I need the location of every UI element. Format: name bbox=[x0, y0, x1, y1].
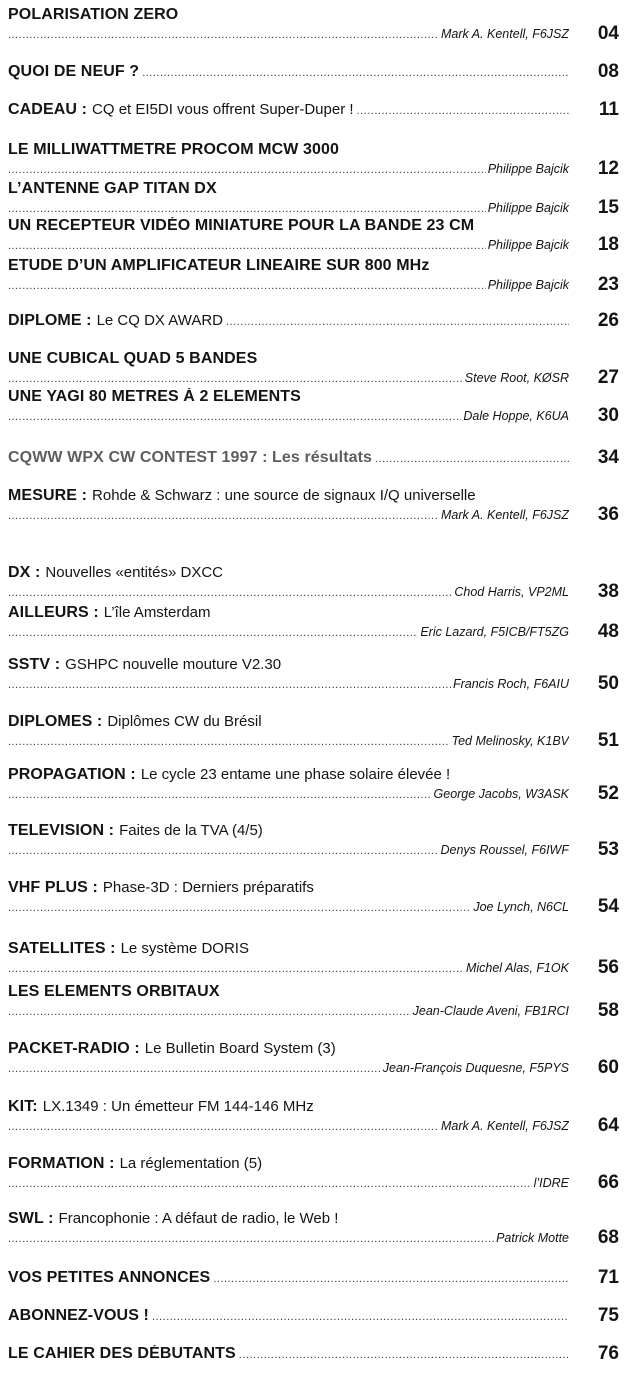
entry-page-number: 66 bbox=[597, 1172, 619, 1193]
dot-leader bbox=[8, 411, 461, 423]
entry-author-line bbox=[8, 278, 569, 292]
entry-author: Chod Harris, VP2ML bbox=[454, 585, 569, 599]
dot-leader bbox=[8, 29, 439, 41]
entry-author: Dale Hoppe, K6UA bbox=[463, 409, 569, 423]
entry-page-number: 75 bbox=[597, 1305, 619, 1326]
entry-description: Le cycle 23 entame une phase solaire élevée ! bbox=[140, 766, 451, 783]
entry-description: La réglementation (5) bbox=[119, 1155, 263, 1172]
entry-author-line bbox=[8, 409, 569, 423]
entry-page-number: 58 bbox=[597, 1000, 619, 1021]
entry-page-number: 15 bbox=[597, 197, 619, 218]
dot-leader bbox=[8, 627, 418, 639]
entry-description: L’île Amsterdam bbox=[103, 604, 211, 621]
entry-author-line bbox=[8, 371, 569, 385]
entry-title: ABONNEZ-VOUS ! bbox=[8, 1307, 149, 1324]
entry-author: Mark A. Kentell, F6JSZ bbox=[440, 1119, 569, 1133]
entry-author: Mark A. Kentell, F6JSZ bbox=[440, 508, 569, 522]
entry-page-number: 08 bbox=[597, 61, 619, 82]
entry-title: MESURE : bbox=[8, 487, 88, 504]
entry-title-line bbox=[8, 940, 569, 958]
entry-title: FORMATION : bbox=[8, 1155, 115, 1172]
entry-author: Philippe Bajcik bbox=[487, 278, 569, 292]
entry-description: Diplômes CW du Brésil bbox=[107, 713, 262, 730]
entry-description: Faites de la TVA (4/5) bbox=[119, 822, 263, 839]
entry-page-number: 27 bbox=[597, 367, 619, 388]
entry-title-line bbox=[8, 449, 569, 467]
entry-title: POLARISATION ZERO bbox=[8, 6, 179, 23]
dot-leader bbox=[8, 510, 439, 522]
entry-author-line bbox=[8, 1119, 569, 1133]
entry-description: CQ et EI5DI vous offrent Super-Duper ! bbox=[92, 101, 354, 118]
entry-title: L’ANTENNE GAP TITAN DX bbox=[8, 180, 217, 197]
entry-author-line bbox=[8, 734, 569, 748]
entry-title: PROPAGATION : bbox=[8, 766, 136, 783]
entry-page-number: 76 bbox=[597, 1343, 619, 1364]
entry-title: UNE CUBICAL QUAD 5 BANDES bbox=[8, 350, 258, 367]
dot-leader bbox=[152, 1311, 569, 1323]
entry-title: UNE YAGI 80 METRES À 2 ELEMENTS bbox=[8, 388, 301, 405]
toc-entry[interactable] bbox=[0, 564, 629, 608]
toc-entry[interactable] bbox=[0, 766, 629, 810]
entry-title-line bbox=[8, 487, 569, 505]
entry-description: Le système DORIS bbox=[120, 940, 249, 957]
entry-author-line bbox=[8, 162, 569, 176]
entry-title: KIT: bbox=[8, 1098, 38, 1115]
toc-entry[interactable] bbox=[0, 1345, 629, 1389]
entry-author-line bbox=[8, 585, 569, 599]
entry-page-number: 26 bbox=[597, 310, 619, 331]
entry-title: DX : bbox=[8, 564, 41, 581]
entry-page-number: 34 bbox=[597, 447, 619, 468]
entry-author: Jean-François Duquesne, F5PYS bbox=[382, 1061, 569, 1075]
entry-author: George Jacobs, W3ASK bbox=[433, 787, 569, 801]
entry-title: VOS PETITES ANNONCES bbox=[8, 1269, 211, 1286]
entry-author: Francis Roch, F6AIU bbox=[452, 677, 569, 691]
entry-description: GSHPC nouvelle mouture V2.30 bbox=[65, 656, 282, 673]
entry-description: Rohde & Schwarz : une source de signaux I/Q universelle bbox=[92, 487, 476, 504]
entry-title: UN RECEPTEUR VIDÉO MINIATURE POUR LA BANDE 23 CM bbox=[8, 217, 475, 234]
entry-title-line bbox=[8, 1345, 569, 1363]
entry-page-number: 68 bbox=[597, 1227, 619, 1248]
entry-page-number: 18 bbox=[597, 234, 619, 255]
entry-title-line bbox=[8, 101, 569, 119]
dot-leader bbox=[8, 1121, 439, 1133]
entry-author-line bbox=[8, 961, 569, 975]
entry-author: Patrick Motte bbox=[496, 1231, 569, 1245]
dot-leader bbox=[8, 1063, 381, 1075]
entry-author-line bbox=[8, 900, 569, 914]
dot-leader bbox=[213, 1273, 569, 1285]
entry-title-line bbox=[8, 217, 569, 235]
entry-title: PACKET-RADIO : bbox=[8, 1040, 140, 1057]
entry-page-number: 51 bbox=[597, 730, 619, 751]
entry-title-line bbox=[8, 63, 569, 81]
entry-author: Jean-Claude Aveni, FB1RCI bbox=[412, 1004, 569, 1018]
toc-entry[interactable] bbox=[0, 487, 629, 531]
entry-author: Philippe Bajcik bbox=[487, 238, 569, 252]
entry-title: CADEAU : bbox=[8, 101, 88, 118]
entry-author-line bbox=[8, 677, 569, 691]
entry-title: SATELLITES : bbox=[8, 940, 116, 957]
dot-leader bbox=[8, 587, 452, 599]
entry-title: DIPLOMES : bbox=[8, 713, 103, 730]
entry-title-line bbox=[8, 1155, 569, 1173]
entry-title: TELEVISION : bbox=[8, 822, 115, 839]
entry-author: Philippe Bajcik bbox=[487, 201, 569, 215]
entry-page-number: 56 bbox=[597, 957, 619, 978]
entry-page-number: 60 bbox=[597, 1057, 619, 1078]
entry-title: AILLEURS : bbox=[8, 604, 99, 621]
entry-title-line bbox=[8, 1040, 569, 1058]
dot-leader bbox=[8, 1006, 411, 1018]
entry-page-number: 52 bbox=[597, 783, 619, 804]
entry-title: LE MILLIWATTMETRE PROCOM MCW 3000 bbox=[8, 141, 340, 158]
entry-title-line bbox=[8, 1210, 569, 1228]
entry-page-number: 71 bbox=[597, 1267, 619, 1288]
toc-entry[interactable] bbox=[0, 1040, 629, 1084]
entry-title-line bbox=[8, 604, 569, 622]
entry-title-line bbox=[8, 1307, 569, 1325]
entry-title-line bbox=[8, 257, 569, 275]
entry-title-line bbox=[8, 141, 569, 159]
entry-page-number: 48 bbox=[597, 621, 619, 642]
entry-author: Mark A. Kentell, F6JSZ bbox=[440, 27, 569, 41]
entry-title-line bbox=[8, 312, 569, 330]
toc-entry[interactable] bbox=[0, 983, 629, 1027]
dot-leader bbox=[8, 203, 486, 215]
entry-author: Eric Lazard, F5ICB/FT5ZG bbox=[420, 625, 569, 639]
entry-author-line bbox=[8, 1061, 569, 1075]
dot-leader bbox=[226, 316, 569, 328]
entry-title-line bbox=[8, 6, 569, 24]
toc-entry[interactable] bbox=[0, 713, 629, 757]
entry-author-line bbox=[8, 843, 569, 857]
dot-leader bbox=[8, 373, 463, 385]
entry-title-line bbox=[8, 1269, 569, 1287]
entry-page-number: 30 bbox=[597, 405, 619, 426]
entry-author-line bbox=[8, 1176, 569, 1190]
toc-entry[interactable] bbox=[0, 604, 629, 648]
entry-author: Denys Roussel, F6IWF bbox=[440, 843, 569, 857]
entry-title-line bbox=[8, 656, 569, 674]
toc-entry[interactable] bbox=[0, 1155, 629, 1199]
entry-author-line bbox=[8, 27, 569, 41]
entry-title-line bbox=[8, 564, 569, 582]
entry-author: Michel Alas, F1OK bbox=[465, 961, 569, 975]
entry-author-line bbox=[8, 1231, 569, 1245]
entry-description: Le Bulletin Board System (3) bbox=[144, 1040, 336, 1057]
dot-leader bbox=[142, 67, 569, 79]
dot-leader bbox=[8, 1178, 532, 1190]
entry-page-number: 38 bbox=[597, 581, 619, 602]
entry-author-line bbox=[8, 625, 569, 639]
entry-title-line bbox=[8, 766, 569, 784]
toc-entry[interactable] bbox=[0, 6, 629, 50]
toc-entry[interactable] bbox=[0, 217, 629, 261]
toc-entry[interactable] bbox=[0, 101, 629, 145]
entry-page-number: 36 bbox=[597, 504, 619, 525]
entry-title-line bbox=[8, 879, 569, 897]
entry-description: Francophonie : A défaut de radio, le Web ! bbox=[58, 1210, 339, 1227]
entry-page-number: 64 bbox=[597, 1115, 619, 1136]
dot-leader bbox=[8, 789, 432, 801]
dot-leader bbox=[357, 105, 569, 117]
toc-entry[interactable] bbox=[0, 1210, 629, 1254]
entry-title-line bbox=[8, 713, 569, 731]
entry-title: DIPLOME : bbox=[8, 312, 92, 329]
dot-leader bbox=[8, 679, 451, 691]
entry-page-number: 11 bbox=[598, 99, 619, 120]
entry-page-number: 12 bbox=[597, 158, 619, 179]
entry-page-number: 54 bbox=[597, 896, 619, 917]
dot-leader bbox=[239, 1349, 569, 1361]
dot-leader bbox=[8, 1233, 494, 1245]
entry-author-line bbox=[8, 238, 569, 252]
entry-title-line bbox=[8, 180, 569, 198]
entry-page-number: 53 bbox=[597, 839, 619, 860]
entry-author-line bbox=[8, 1004, 569, 1018]
dot-leader bbox=[8, 902, 471, 914]
toc-entry[interactable] bbox=[0, 822, 629, 866]
entry-page-number: 50 bbox=[597, 673, 619, 694]
dot-leader bbox=[8, 963, 464, 975]
entry-author-line bbox=[8, 787, 569, 801]
entry-title-line bbox=[8, 1098, 569, 1116]
dot-leader bbox=[375, 453, 569, 465]
dot-leader bbox=[8, 280, 486, 292]
entry-title: LES ELEMENTS ORBITAUX bbox=[8, 983, 220, 1000]
toc-entry[interactable] bbox=[0, 257, 629, 301]
entry-title: ETUDE D’UN AMPLIFICATEUR LINEAIRE SUR 800 MHz bbox=[8, 257, 430, 274]
dot-leader bbox=[8, 164, 486, 176]
toc-entry[interactable] bbox=[0, 940, 629, 984]
toc-entry[interactable] bbox=[0, 879, 629, 923]
dot-leader bbox=[8, 845, 438, 857]
toc-entry[interactable] bbox=[0, 656, 629, 700]
entry-title: CQWW WPX CW CONTEST 1997 : Les résultats bbox=[8, 449, 373, 466]
entry-author: l’IDRE bbox=[533, 1176, 569, 1190]
entry-title-line bbox=[8, 983, 569, 1001]
entry-title-line bbox=[8, 822, 569, 840]
entry-title: VHF PLUS : bbox=[8, 879, 98, 896]
toc-entry[interactable] bbox=[0, 388, 629, 432]
entry-title: LE CAHIER DES DÉBUTANTS bbox=[8, 1345, 236, 1362]
entry-page-number: 23 bbox=[597, 274, 619, 295]
entry-title: SSTV : bbox=[8, 656, 61, 673]
entry-description: LX.1349 : Un émetteur FM 144-146 MHz bbox=[42, 1098, 314, 1115]
entry-title-line bbox=[8, 350, 569, 368]
entry-description: Phase-3D : Derniers préparatifs bbox=[102, 879, 314, 896]
entry-author-line bbox=[8, 508, 569, 522]
entry-page-number: 04 bbox=[597, 23, 619, 44]
dot-leader bbox=[8, 736, 450, 748]
entry-author-line bbox=[8, 201, 569, 215]
entry-author: Joe Lynch, N6CL bbox=[473, 900, 569, 914]
entry-title-line bbox=[8, 388, 569, 406]
entry-author: Steve Root, KØSR bbox=[464, 371, 569, 385]
entry-author: Ted Melinosky, K1BV bbox=[451, 734, 569, 748]
entry-description: Nouvelles «entités» DXCC bbox=[45, 564, 223, 581]
entry-title: SWL : bbox=[8, 1210, 54, 1227]
toc-entry[interactable] bbox=[0, 141, 629, 185]
dot-leader bbox=[8, 240, 486, 252]
entry-description: Le CQ DX AWARD bbox=[96, 312, 223, 329]
entry-title: QUOI DE NEUF ? bbox=[8, 63, 140, 80]
entry-author: Philippe Bajcik bbox=[487, 162, 569, 176]
toc-entry[interactable] bbox=[0, 1098, 629, 1142]
